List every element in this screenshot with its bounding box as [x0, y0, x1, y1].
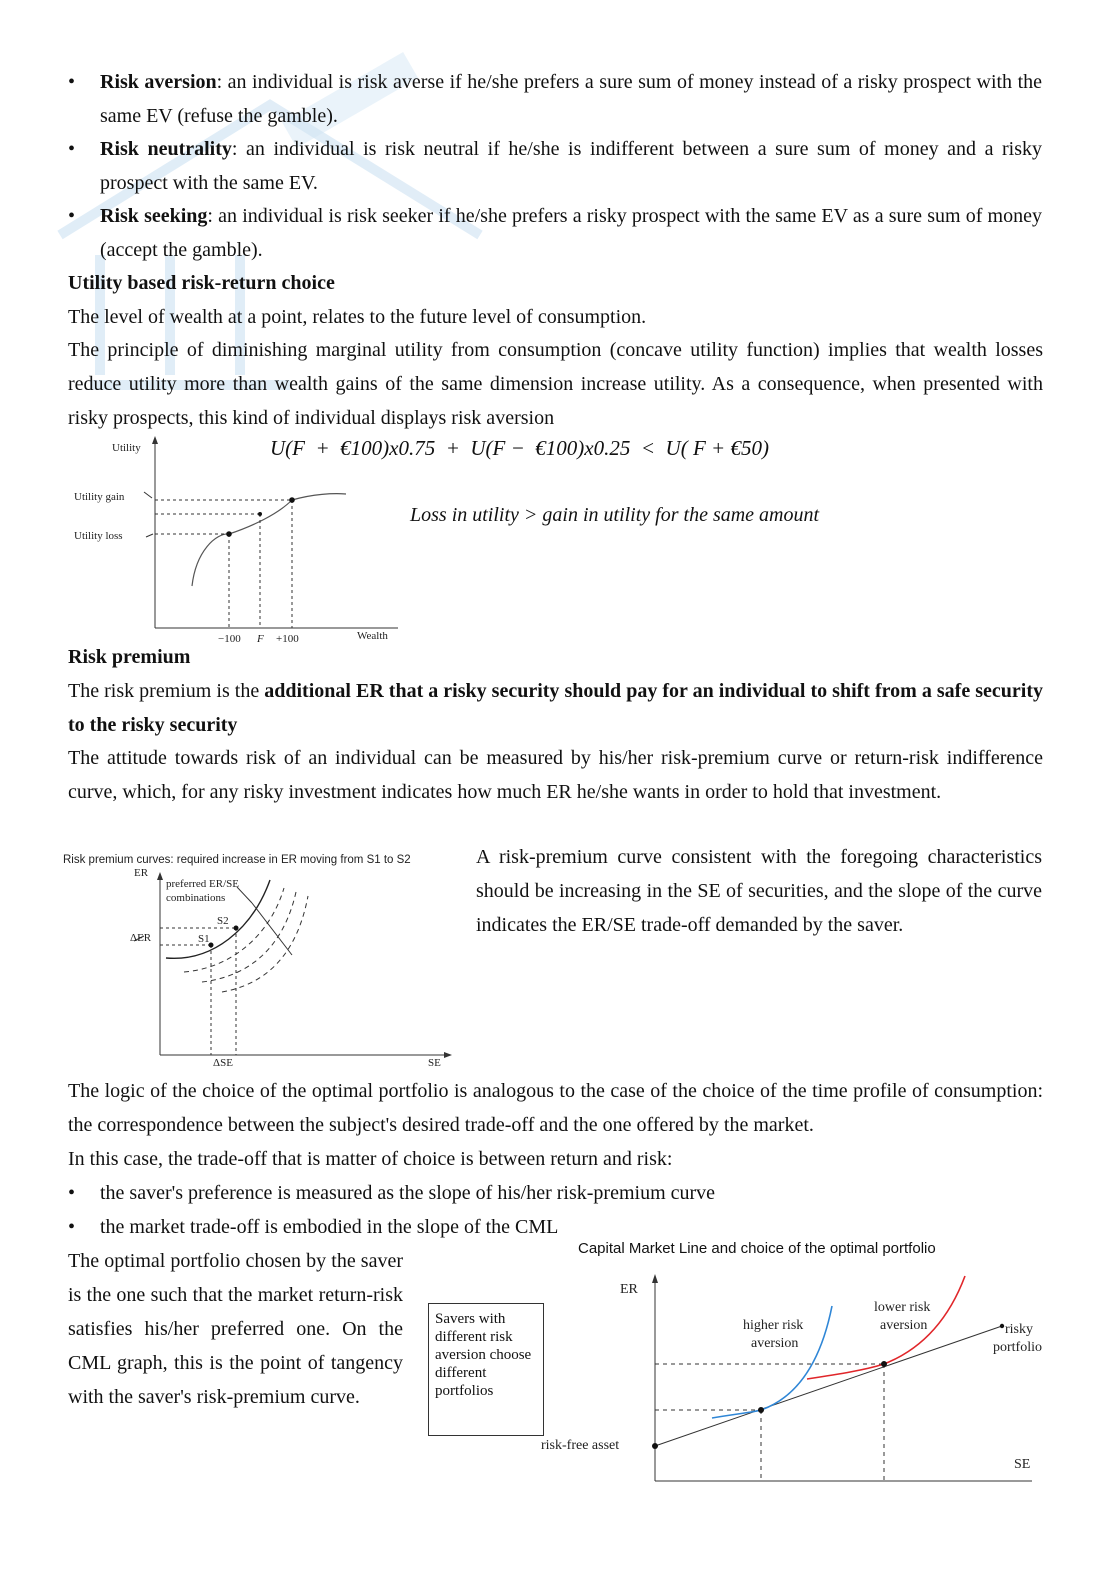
premium-y-label: ER: [134, 867, 149, 879]
annotation-2: combinations: [166, 892, 226, 904]
risk-free-point: [652, 1443, 658, 1449]
bullet-market: the market trade-off is embodied in the slope of the CML: [100, 1216, 559, 1238]
cml-chart: [540, 1266, 1060, 1488]
tick-minus: −100: [218, 633, 241, 645]
bullet-term: Risk seeking: [100, 205, 208, 227]
label-d-se: ΔSE: [213, 1057, 233, 1069]
utility-paragraph-1: The level of wealth at a point, relates to the future level of consumption.: [68, 306, 647, 328]
premium-chart-title: Risk premium curves: required increase in ER moving from S1 to S2: [63, 854, 411, 866]
bullet-text: : an individual is risk neutral if he/she is indifferent between a sure sum of money and a risky prospect with the same EV.: [100, 138, 1042, 194]
cml-note-box: Savers with different risk aversion choose different portfolios: [428, 1303, 544, 1436]
loss-label: Utility loss: [74, 530, 123, 542]
premium-paragraph-1: The risk premium is the additional ER that a risky security should pay for an individual to shift from a safe security to the risky security: [68, 680, 1043, 736]
bullet-term: Risk neutrality: [100, 138, 232, 160]
heading-risk-premium: Risk premium: [68, 646, 191, 668]
optimal-paragraph-1: The logic of the choice of the optimal portfolio is analogous to the case of the choice of the time profile of consumption: the correspondence between the subject's desired trade-off and the one offered by the market.: [68, 1080, 1043, 1136]
bullet-risk-seeking: [100, 199, 1042, 267]
risky-portfolio-point: [1000, 1324, 1004, 1328]
premium-x-label: SE: [428, 1057, 441, 1069]
bullet-marker: •: [68, 1216, 76, 1238]
risky-label-2: portfolio: [993, 1340, 1042, 1355]
bullet-term: Risk aversion: [100, 71, 217, 93]
risky-label-1: risky: [1005, 1322, 1033, 1337]
tick-f: F: [257, 633, 264, 645]
optimal-final-text: The optimal portfolio chosen by the saver is the one such that the market return-risk satisfies his/her preferred one. On the CML graph, this is the point of tangency with the saver's risk-premium curve.: [68, 1250, 403, 1408]
gain-label: Utility gain: [74, 491, 125, 503]
point-f: [258, 512, 262, 516]
lower-label-2: aversion: [880, 1318, 928, 1333]
bullet-preference: the saver's preference is measured as the slope of his/her risk-premium curve: [100, 1182, 716, 1204]
bullet-risk-aversion: [100, 65, 1042, 133]
utility-formula: U(F + €100)x0.75 + U(F − €100)x0.25 < U( F + €50): [270, 436, 769, 460]
risk-premium-chart: [62, 850, 458, 1072]
label-s1: S1: [198, 933, 210, 945]
bullet-text: : an individual is risk seeker if he/she prefers a risky prospect with the same EV as a sure sum of money (accept the gamble).: [100, 205, 1042, 261]
point-minus: [226, 531, 232, 537]
bullet-text: : an individual is risk averse if he/she prefers a sure sum of money instead of a risky prospect with the same EV (refuse the gamble).: [100, 71, 1042, 127]
bullet-risk-neutrality: [100, 132, 1042, 200]
bullet-marker: •: [68, 71, 76, 93]
annotation-1: preferred ER/SE: [166, 878, 239, 890]
higher-label-2: aversion: [751, 1336, 799, 1351]
lower-label-1: lower risk: [874, 1300, 931, 1315]
tangency-point-2: [881, 1361, 887, 1367]
risk-free-label: risk-free asset: [541, 1438, 620, 1453]
higher-label-1: higher risk: [743, 1318, 804, 1333]
utility-curve: [192, 494, 346, 586]
utility-note: Loss in utility > gain in utility for the same amount: [410, 504, 820, 526]
cml-y-label: ER: [620, 1282, 638, 1297]
bullet-marker: •: [68, 205, 76, 227]
premium-paragraph-2: The attitude towards risk of an individual can be measured by his/her risk-premium curve or return-risk indifference curve, which, for any risky investment indicates how much ER he/she wants in order to hold that investment.: [68, 747, 1043, 803]
label-d-er: ΔER: [130, 932, 152, 944]
x-axis-label: Wealth: [357, 630, 388, 642]
bullet-marker: •: [68, 1182, 76, 1204]
heading-utility: Utility based risk-return choice: [68, 272, 335, 294]
cml-title: Capital Market Line and choice of the optimal portfolio: [578, 1240, 936, 1257]
utility-chart: [68, 436, 408, 648]
point-plus: [289, 497, 295, 503]
premium-side-text: A risk-premium curve consistent with the foregoing characteristics should be increasing in the SE of securities, and the slope of the curve indicates the ER/SE trade-off demanded by the saver.: [476, 846, 1042, 936]
cml-x-label: SE: [1014, 1457, 1031, 1472]
label-s2: S2: [217, 915, 229, 927]
y-axis-label: Utility: [112, 442, 141, 454]
tick-plus: +100: [276, 633, 299, 645]
tangency-point-1: [758, 1407, 764, 1413]
capital-market-line: [655, 1326, 1002, 1446]
bullet-marker: •: [68, 138, 76, 160]
utility-paragraph-2: The principle of diminishing marginal utility from consumption (concave utility function) implies that wealth losses reduce utility more than wealth gains of the same dimension increase utility. As a consequence, when presented with risky prospects, this kind of individual displays risk aversion: [68, 339, 1043, 429]
optimal-paragraph-2: In this case, the trade-off that is matter of choice is between return and risk:: [68, 1148, 673, 1170]
